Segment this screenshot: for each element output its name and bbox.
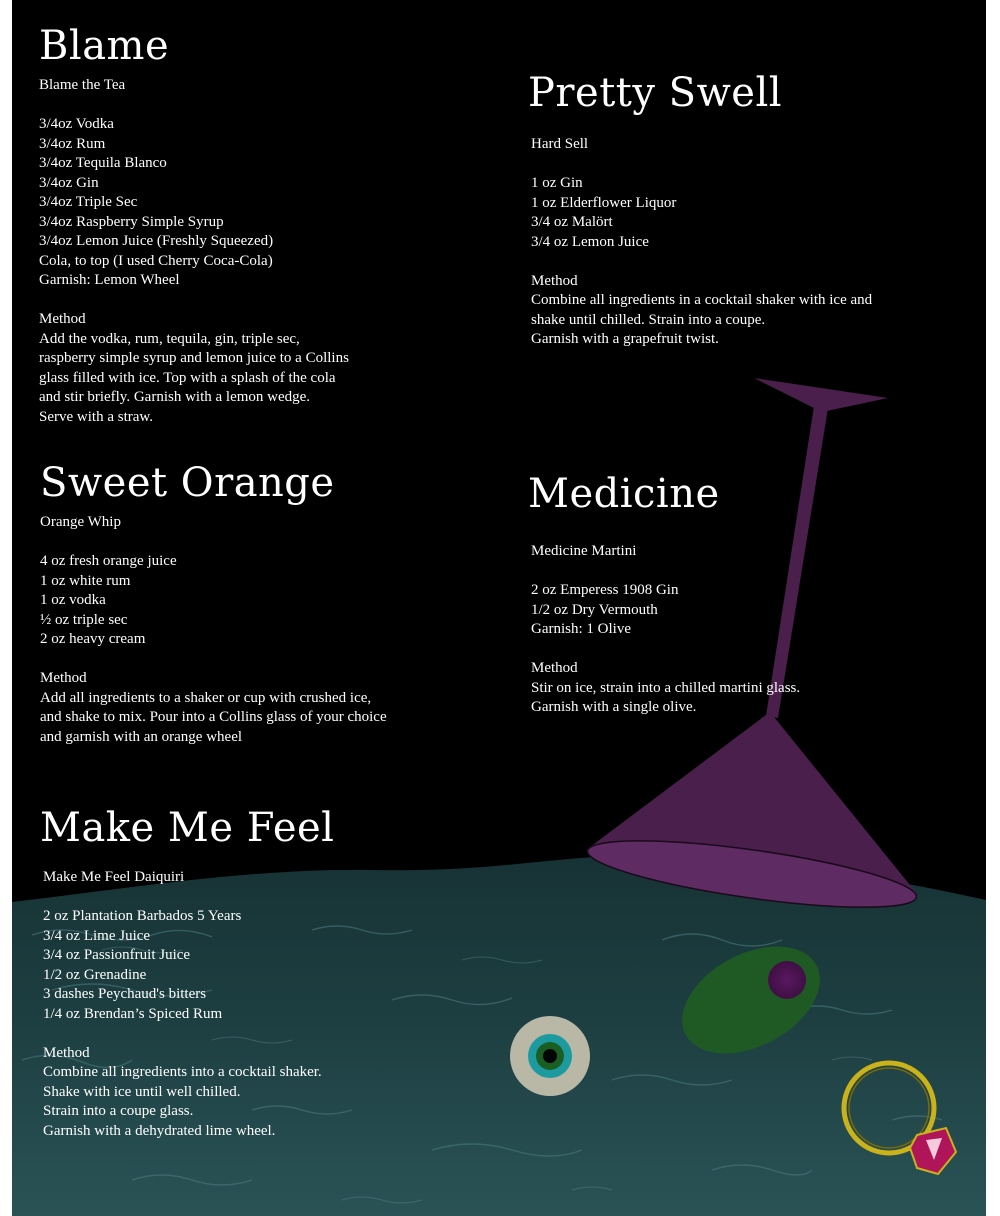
ingredient: 3/4 oz Lemon Juice xyxy=(531,233,649,250)
ingredient: 1 oz Elderflower Liquor xyxy=(531,194,677,211)
ingredient: 1 oz white rum xyxy=(40,572,131,589)
recipe-subtitle: Orange Whip xyxy=(40,514,121,530)
ingredient: 3/4 oz Lime Juice xyxy=(43,927,151,944)
ingredient: 3/4oz Raspberry Simple Syrup xyxy=(39,213,224,230)
ingredient: 3/4oz Lemon Juice (Freshly Squeezed) xyxy=(39,233,274,249)
ingredient: Garnish: 1 Olive xyxy=(531,621,631,637)
ingredient: Cola, to top (I used Cherry Coca-Cola) xyxy=(39,252,273,269)
ingredient: 3 dashes Peychaud's bitters xyxy=(43,986,207,1002)
ingredient: 1/2 oz Grenadine xyxy=(43,966,147,983)
method-text: Stir on ice, strain into a chilled martini glass. Garnish with a single olive. xyxy=(531,679,801,715)
ingredient-list xyxy=(43,907,500,1024)
method-label: Method xyxy=(40,670,87,686)
ingredient: 4 oz fresh orange juice xyxy=(40,553,177,569)
recipe-make-me-feel xyxy=(40,805,500,1141)
recipe-sweet-orange xyxy=(40,460,480,747)
ingredient: 1/2 oz Dry Vermouth xyxy=(531,601,658,618)
ingredient: 3/4oz Gin xyxy=(39,174,99,191)
method-text: Combine all ingredients into a cocktail shaker. Shake with ice until well chilled. Strain into a coupe glass. Garnish with a dehydrated lime wheel. xyxy=(43,1064,322,1139)
recipe-medicine xyxy=(528,471,968,718)
eyeball xyxy=(510,1016,590,1096)
ingredient: Garnish: Lemon Wheel xyxy=(39,272,180,288)
ingredient: 3/4 oz Passionfruit Juice xyxy=(43,947,191,963)
ingredient: 2 oz Plantation Barbados 5 Years xyxy=(43,908,242,924)
method-label: Method xyxy=(531,660,578,676)
ingredient-list xyxy=(40,552,480,650)
recipe-title: Medicine xyxy=(528,471,720,517)
method-text: Add all ingredients to a shaker or cup with crushed ice, and shake to mix. Pour into a Collins glass of your choice and garnish with an orange wheel xyxy=(40,689,387,745)
ingredient: 3/4oz Rum xyxy=(39,135,106,152)
recipe-title: Make Me Feel xyxy=(40,805,335,851)
recipe-title: Blame xyxy=(39,23,170,69)
ingredient-list xyxy=(531,174,968,252)
ingredient-list xyxy=(531,581,968,640)
recipe-title: Sweet Orange xyxy=(40,460,335,506)
method-text: Add the vodka, rum, tequila, gin, triple sec, raspberry simple syrup and lemon juice to a Collins glass filled with ice. Top with a splash of the cola and stir briefly. Garnish with a lemon wedge. Serve with a straw. xyxy=(39,330,349,425)
ingredient: 3/4oz Vodka xyxy=(39,116,114,132)
method-label: Method xyxy=(43,1044,90,1061)
ingredient: 2 oz Emperess 1908 Gin xyxy=(531,582,679,598)
ingredient: 1 oz Gin xyxy=(531,175,583,191)
recipe-pretty-swell xyxy=(528,70,968,350)
recipe-subtitle: Make Me Feel Daiquiri xyxy=(43,869,185,885)
ingredient: 3/4oz Tequila Blanco xyxy=(39,155,167,171)
menu-page xyxy=(12,0,986,1216)
method-label: Method xyxy=(39,311,86,327)
ingredient: 3/4 oz Malört xyxy=(531,214,613,230)
recipe-title: Pretty Swell xyxy=(528,70,783,116)
recipe-subtitle: Medicine Martini xyxy=(531,543,637,559)
ingredient: ½ oz triple sec xyxy=(40,611,128,628)
ingredient: 1 oz vodka xyxy=(40,592,106,608)
recipe-subtitle: Blame the Tea xyxy=(39,77,126,93)
method-label: Method xyxy=(531,272,578,289)
method-text: Combine all ingredients in a cocktail shaker with ice and shake until chilled. Strain into a coupe. Garnish with a grapefruit twist. xyxy=(531,292,873,347)
ingredient: 2 oz heavy cream xyxy=(40,631,146,647)
ingredient: 3/4oz Triple Sec xyxy=(39,194,138,210)
recipe-subtitle: Hard Sell xyxy=(531,136,589,152)
ingredient-list xyxy=(39,115,479,291)
ingredient: 1/4 oz Brendan’s Spiced Rum xyxy=(43,1005,223,1022)
recipe-blame xyxy=(39,23,479,427)
